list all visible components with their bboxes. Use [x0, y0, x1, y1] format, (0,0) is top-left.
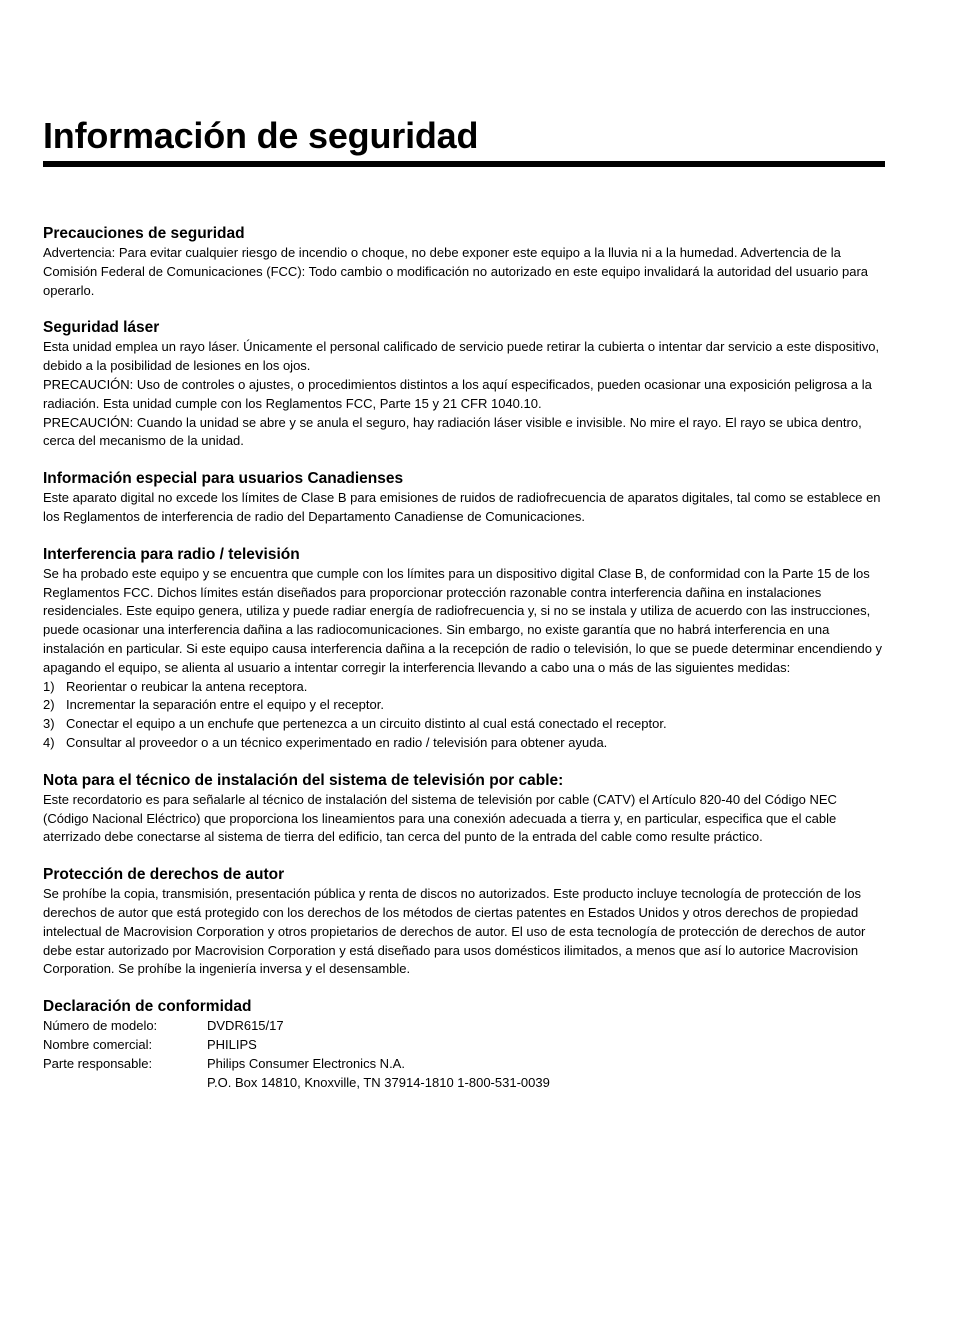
document-body	[43, 224, 885, 1110]
section-heading: Precauciones de seguridad	[43, 225, 245, 242]
declaration-key: Nombre comercial:	[43, 1036, 153, 1052]
declaration-row	[43, 1055, 885, 1074]
list-text: Reorientar o reubicar la antena receptora.	[66, 678, 308, 694]
declaration-key: Parte responsable:	[43, 1055, 153, 1071]
declaration-value: PHILIPS	[207, 1036, 257, 1052]
declaration-value: DVDR615/17	[207, 1018, 284, 1034]
section-catv	[43, 771, 885, 847]
section-paragraph: PRECAUCIÓN: Uso de controles o ajustes, o procedimientos distintos a los aquí especificados, pueden ocasionar una exposición peligrosa a la radiación. Esta unidad cumple con los Reglamentos FCC, Parte 15 y 21 CFR 1040.10.	[43, 376, 872, 411]
list-item	[43, 696, 885, 715]
list-number: 4)	[43, 734, 55, 750]
list-item	[43, 678, 885, 697]
measures-list	[43, 678, 885, 753]
declaration-key: Número de modelo:	[43, 1018, 158, 1034]
list-number: 2)	[43, 697, 55, 713]
section-heading: Interferencia para radio / televisión	[43, 545, 300, 563]
section-canadienses	[43, 469, 885, 527]
declaration-key	[43, 1074, 207, 1093]
section-heading: Seguridad láser	[43, 319, 160, 337]
list-item	[43, 715, 885, 734]
declaration-row	[43, 1036, 885, 1055]
section-paragraph: Esta unidad emplea un rayo láser. Únicamente el personal calificado de servicio puede retirar la cubierta o intentar dar servicio a este dispositivo, debido a la posibilidad de lesiones en los ojos.	[43, 339, 880, 374]
section-interferencia	[43, 545, 885, 753]
section-paragraph: Este aparato digital no excede los límites de Clase B para emisiones de ruidos de radiofrecuencia de aparatos digitales, tal como se establece en los Reglamentos de interferencia de radio del Departamento Canadiense de Comunicaciones.	[43, 490, 881, 524]
list-text: Conectar el equipo a un enchufe que pertenezca a un circuito distinto al cual está conectado el receptor.	[66, 716, 667, 732]
section-heading: Protección de derechos de autor	[43, 866, 285, 884]
declaration-value: Philips Consumer Electronics N.A.	[207, 1055, 405, 1071]
section-paragraph: Este recordatorio es para señalarle al técnico de instalación del sistema de televisión por cable (CATV) el Artículo 820-40 del Código NEC (Código Nacional Eléctrico) que proporciona los lineamientos para una conexión adecuada a tierra y, en particular, especifica que el cable aterrizado debe conectarse al sistema de tierra del edificio, tan cerca del punto de la entrada del cable como resulte práctico.	[43, 791, 837, 845]
list-number: 3)	[43, 716, 55, 732]
declaration-row	[43, 1074, 885, 1093]
declaration-value: P.O. Box 14810, Knoxville, TN 37914-1810 1-800-531-0039	[207, 1074, 550, 1090]
section-paragraph: Advertencia: Para evitar cualquier riesgo de incendio o choque, no debe exponer este equipo a la lluvia ni a la humedad. Advertencia de la Comisión Federal de Comunicaciones (FCC): Todo cambio o modificación no autorizado en este equipo invalidará la autoridad del usuario para operarlo.	[43, 245, 868, 298]
section-paragraph: PRECAUCIÓN: Cuando la unidad se abre y se anula el seguro, hay radiación láser visible e invisible. No mire el rayo. El rayo se ubica dentro, cerca del mecanismo de la unidad.	[43, 414, 862, 449]
list-text: Consultar al proveedor o a un técnico experimentado en radio / televisión para obtener ayuda.	[66, 734, 608, 750]
section-paragraph: Se ha probado este equipo y se encuentra que cumple con los límites para un dispositivo digital Clase B, de conformidad con la Parte 15 de los Reglamentos FCC. Dichos límites están diseñados para proporcionar protección razonable contra interferencia dañina en instalaciones residenciales. Este equipo genera, utiliza y puede radiar energía de radiofrecuencia y, si no se instala y utiliza de acuerdo con las instrucciones, puede ocasionar una interferencia dañina a las radiocomunicaciones. Sin embargo, no existe garantía que no habrá interferencia en una instalación en particular. Si este equipo causa interferencia dañina a la recepción de radio o televisión, lo que se puede determinar encendiendo y apagando el equipo, se alienta al usuario a intentar corregir la interferencia llevando a cabo una o más de las siguientes medidas:	[43, 565, 883, 675]
section-derechos	[43, 865, 885, 979]
section-heading: Declaración de conformidad	[43, 998, 252, 1016]
section-paragraph: Se prohíbe la copia, transmisión, presentación pública y renta de discos no autorizados. Este producto incluye tecnología de protección de los derechos de autor que está protegido con los derechos de los métodos de ciertas patentes en Estados Unidos y otros derechos de propiedad intelectual de Macrovision Corporation y otros propietarios de derechos de autor. El uso de esta tecnología de protección de derechos de autor debe estar autorizado por Macrovision Corporation y está diseñado para usos domésticos ilimitados, a menos que así lo autorice Macrovision Corporation. Se prohíbe la ingeniería inversa y el desensamble.	[43, 886, 866, 977]
title-rule	[43, 161, 885, 167]
section-declaracion	[43, 997, 885, 1092]
declaration-row	[43, 1017, 885, 1036]
list-text: Incrementar la separación entre el equipo y el receptor.	[66, 697, 384, 713]
section-precauciones	[43, 224, 885, 300]
list-number: 1)	[43, 678, 55, 694]
section-heading: Información especial para usuarios Canadienses	[43, 470, 404, 488]
list-item	[43, 734, 885, 753]
section-heading: Nota para el técnico de instalación del sistema de televisión por cable:	[43, 771, 564, 789]
section-laser	[43, 318, 885, 451]
page-title: Información de seguridad	[43, 115, 479, 156]
